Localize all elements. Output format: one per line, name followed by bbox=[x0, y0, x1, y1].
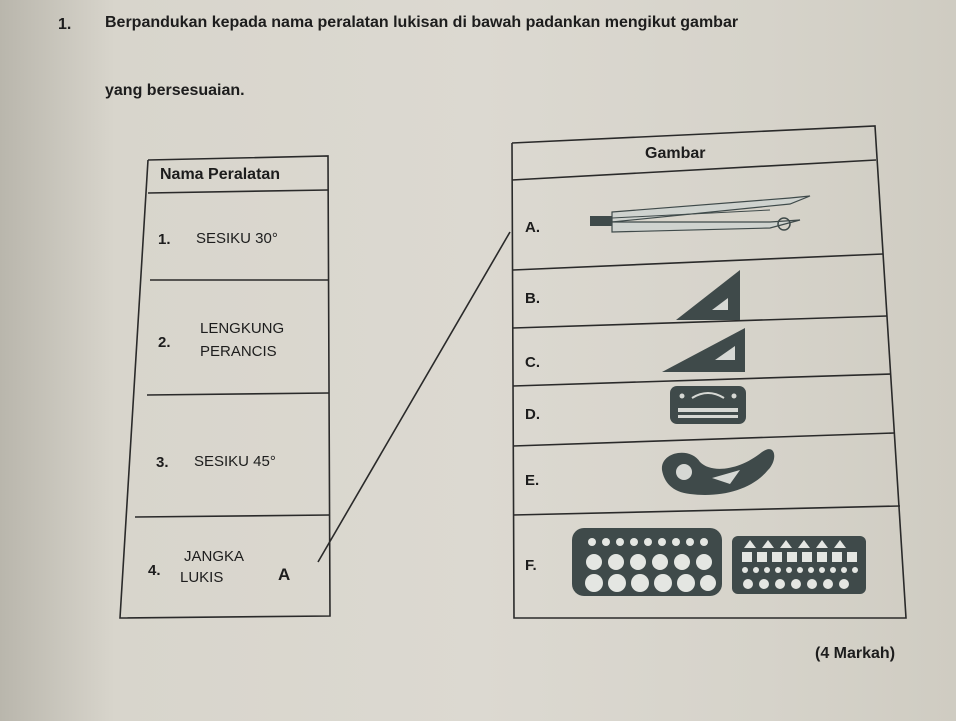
set-square-30-icon bbox=[676, 270, 740, 320]
answer-match-line bbox=[318, 232, 510, 562]
set-square-45-icon bbox=[662, 328, 745, 372]
question-text-line2: yang bersesuaian. bbox=[105, 82, 245, 99]
row-4-label-line1: JANGKA bbox=[184, 548, 245, 565]
marks-label: (4 Markah) bbox=[815, 645, 896, 662]
picture-letter-c: C. bbox=[525, 354, 540, 371]
template-stencil-icon bbox=[572, 528, 866, 596]
compass-icon bbox=[590, 196, 810, 232]
row-4-label-line2: LUKIS bbox=[180, 569, 224, 586]
protractor-icon bbox=[670, 386, 746, 424]
question-text-line1: Berpandukan kepada nama peralatan lukisan di bawah padankan mengikut gambar bbox=[105, 14, 739, 31]
row-2-label-line2: PERANCIS bbox=[200, 343, 277, 360]
picture-letter-a: A. bbox=[525, 219, 540, 236]
question-number: 1. bbox=[58, 16, 72, 33]
row-4-handwritten-answer: A bbox=[278, 565, 291, 584]
row-3-number: 3. bbox=[156, 454, 169, 471]
picture-letter-f: F. bbox=[525, 557, 537, 574]
picture-letter-d: D. bbox=[525, 406, 540, 423]
left-table-header: Nama Peralatan bbox=[160, 166, 281, 183]
row-3-label: SESIKU 45° bbox=[194, 453, 276, 470]
row-2-number: 2. bbox=[158, 334, 171, 351]
french-curve-icon bbox=[662, 449, 774, 495]
right-table-header: Gambar bbox=[645, 145, 706, 162]
picture-letter-b: B. bbox=[525, 290, 540, 307]
row-2-label-line1: LENGKUNG bbox=[200, 320, 285, 337]
picture-letter-e: E. bbox=[525, 472, 540, 489]
row-1-label: SESIKU 30° bbox=[196, 230, 278, 247]
row-4-number: 4. bbox=[148, 562, 161, 579]
row-1-number: 1. bbox=[158, 231, 171, 248]
